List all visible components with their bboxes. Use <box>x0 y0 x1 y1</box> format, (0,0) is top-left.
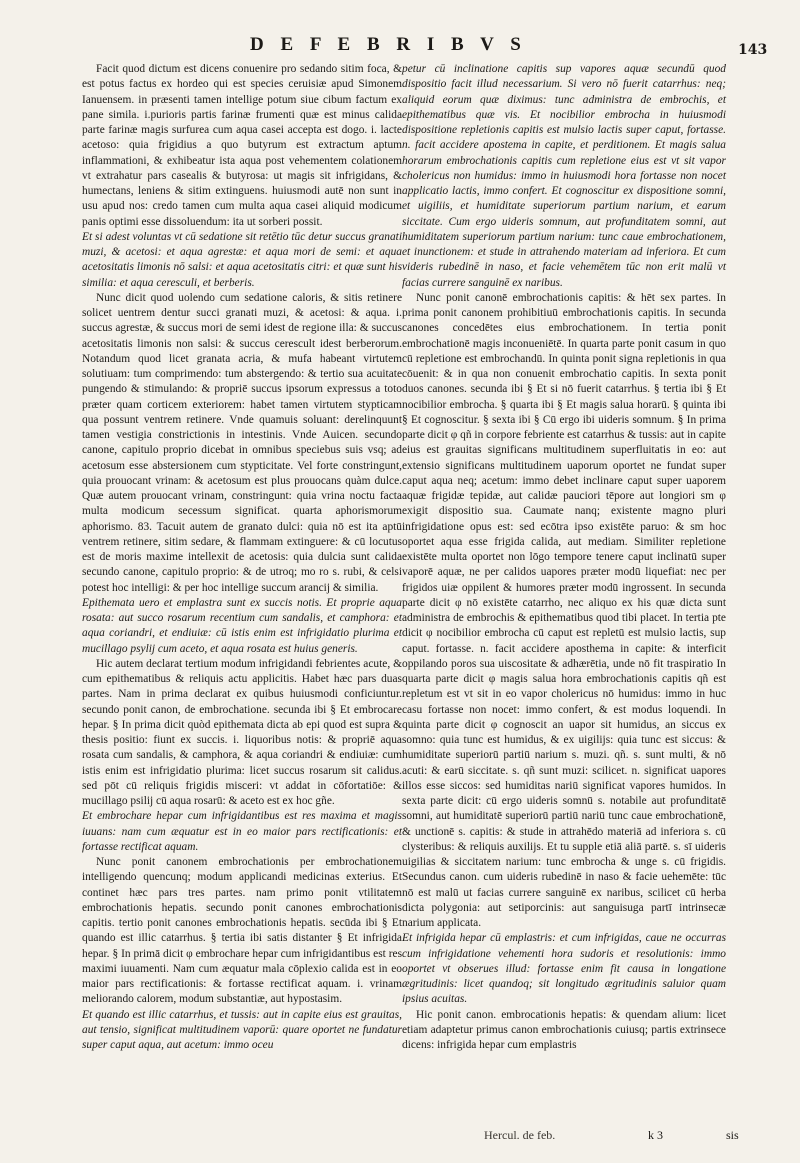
commentary-paragraph-1: Facit quod dictum est dicens conuenire pro sedando sitim foca, & est potus factus ex hordeo qui est species ceruisiæ apud Simonem Ianuensem. in præsenti tamen intellige potum siue cibum factum ex pane simila. i.purioris partis farinæ frumenti quæ est minus calida parte farinæ magis surfurea cum aqua casei accepta est dogo. i. lacte acetoso: quia frigidius a quo butyrum est extractum aptum inflammationi, & exhibeatur ista aqua post vehementem colationem vt extrahatur pars casealis & butyrosa: ut magis sit infrigidans, & humectans, leniens & sitim extinguens. huiusmodi autē non sunt in usu apud nos: credo tamen cum multa aqua casei aliquid modicum panis optimi esse dissoluendum: ita ut sorberi possit. <box>82 63 402 228</box>
commentary-paragraph-7: Nunc ponit canonem embrochationis per embrochationem intelligendo quencunq; modum applicandi medicinas exterius. Et continet hæc pars tres partes. nam primo ponit vtilitatem embrochationis hepatis. secundo ponit canones embrochationis capitis. tertio ponit canones embrochationis hepatis. secūda ibi § Et quando est illic catarrhus. § tertia ibi satis distanter § Et infrigida hepar. § In primā dicit φ embrochare hepar cum infrigidantibus est res maximi iuuamenti. Nam cum æquatur mala cōplexio calida est in eo maior pars rectificationis: & fortasse rectificat aquam. i. vrinam meliorando calorem, modum substantiæ, aut hypostasim. <box>82 856 402 1006</box>
text-passage-1: petur cū inclinatione capitis sup vapores aquæ secundū quod dispositio facit illud necessarium. Si vero nō fuerit catarrhus: neq; aliquid eorum quæ diximus: tunc administra de embrochis, et epithematibus quæ vis. Et nocibilior embrocha in huiusmodi dispositione repletionis capitis est mulsio lactis super caput, fortasse. n. facit accidere apostema in capite, et perditionem. Et magis salua horarum embrochationis capitis cum repletione eius est vt sit vapor cholericus non humidus: immo in huiusmodi hora fortasse non nocet applicatio lactis, immo confert. Et cognoscitur ex dispositione somni, et uigiliis, et humiditate superiorum partium narium, et earum siccitate. Cum ergo uideris somnum, aut profunditatem somni, aut humiditatem superiorum partium narium: tunc caue embrochationem, et inunctionem: et stude in attrahendo materiam ad inferiora. Et cum videris rubedinē in naso, et facie vehemētem tūc non erit malū vt facias currere sanguinē ex naribus. <box>402 63 726 289</box>
text-passage-3: Et infrigida hepar cū emplastris: et cum infrigidas, caue ne occurras cum infrigidatione vehementi hora sudoris et resolutionis: immo oportet vt obserues illud: fortasse enim fit causa in longatione ægritudinis: licet quandoq; sit longitudo ægritudinis saluior quam ipsius acuitas. <box>402 932 726 1006</box>
left-column <box>82 62 402 1053</box>
commentary-paragraph-3: Nunc dicit quod uolendo cum sedatione caloris, & sitis retinere solicet uentrem dentur succi granati muzi, & acetosi: & aqua. i. succus agrestæ, & succus mori de semi idest de regione illa: & succus acetositatis limonis non salsi: & succus cerescult idest berberorum. Notandum quod licet granata acria, & mufa habeant virtutem solutiuam: tum comprimendo: tum abstergendo: & tertio sua acuitate pungendo & stimulando: & propriē succus ipsorum expressus a toto præter quam corticem exteriorem: habet tamen virtutem stypticam qua possunt ventrem retinere. Vnde quamuis soluant: derelinquunt tamen vestigia constrictionis in intestinis. Vnde Auicen. secundo canone, capitulo proprio dicebat in omnibus speciebus suis vsq; ad acetosum esse abstersionem cum stypticitate. Vel forte constringunt, quia prouocant vrinam: & acetosum est plus prouocans quàm dulce. Quæ autem prouocant vrinam, constringunt: quia vrina noctu facta multa modicum secessum significat. quarta aphorismorum aphorismo. 83. Tacuit autem de granato dulci: quia nō est ita aptū ventrem retinere, sitim sedare, & flammam extinguere: & cū locutus est de moris maxime intellexit de acetosis: quia dulcia sunt calida secundo canone, capitulo proprio: & de utroq; mo ro s. rubi, & celsi potest hoc intelligi: & per hoc intellige succum arancij & similia. <box>82 291 402 594</box>
text-passage-6: Et embrochare hepar cum infrigidantibus est res maxima et magis iuuans: nam cum æquatur est in eo maior pars rectificationis: et fortasse rectificat aquam. <box>82 810 402 853</box>
catchword: sis <box>726 1128 739 1142</box>
right-column <box>402 62 726 1053</box>
running-footer-title: Hercul. de feb. <box>484 1128 556 1142</box>
text-passage-2: Et si adest voluntas vt cū sedatione sit retētio tūc detur succus granati muzi, & acetosi: et aqua agrestæ: et aqua mori de semi: et aqua acetositatis limonis nō salsi: et aqua acetositatis citri: et quæ sunt his similia: et aqua ceresculi, et berberis. <box>82 230 402 289</box>
commentary-paragraph-2: Nunc ponit canonē embrochationis capitis: & hēt sex partes. In prima ponit canonem prohibitiuū embrochationis capitis. In secunda canones concedētes eius embrochationem. In tertia ponit embrochationē magis inconueniētē. In quarta parte ponit casum in quo cū repletione est embrochandū. In quinta ponit signa repletionis in qua cōuenit: & in qua non conuenit embrochatio capitis. In sexta ponit duos canones. secunda ibi § Et si nō fuerit catarrhus. § tertia ibi § Et nocibilior embrocha. § quarta ibi § Et magis salua horarū. § quinta ibi § Et cognoscitur. § sexta ibi § Cū ergo ibi uideris somnum. § In prima parte dicit φ qñ in corpore febriente est catarrhus & tussis: aut in capite eius est grauitas significans multitudinem superfluitatis in eo: aut extensio significans multitudinem uaporum oportet ne fundat super caput aqua neq; acetum: immo debet inclinare caput super uaporem aquæ frigidæ tepidæ, aut calidæ pauciori tēpore aut longiori sm φ exigit dispositio sua. Caumate nanq; existente magno pluri infrigidatione opus est: sed ecōtra ipso existēte paruo: & sm hoc oportet aqua esse frigida calida, aut mediam. Similiter repletione existēte multa oportet non lōgo tempore tenere caput inclinatū super vaporē aquæ, ne per calidos uapores præter modū liquefiat: nec per frigidos uiæ oppilent & humores præter modū ingrossent. In secunda parte dicit φ nō existēte catarrho, nec aliquo ex his quæ dicta sunt administra de embrochis & epithematibus quod tibi placet. In tertia pte dicit φ nocibilior embrocha cū caput est repletū est mulsio lactis, sup caput. fortasse. n. facit accidere aposthema in capite: & interficit oppilando poros sua uiscositate & adhærētia, unde nō fit traspiratio In quarta parte dicit φ magis salua hora embrochationis capitis qñ est repletum est vt sit in eo vapor cholericus nō humidus: immo in huc casu fortasse non nocet: immo confert, & est modus loquendi. In quinta parte dicit φ cognoscit an uapor sit humidus, an siccus ex somno: quia tunc est humidus, & ex uigilijs: quia tunc est siccus: & humiditate superiorū partiū narium s. muzi. qñ. s. sunt multi, & nō acuti: & earū siccitate. s. qñ sunt muzi: scilicet. n. significat uapores illos esse siccos: sed humiditas nariū significat vapores humidos. In sexta parte dicit: cū ergo uideris somnū s. notabile aut profunditatē somni, aut humiditatē superiorū partiū nariū tunc caue embrochationē, & unctionē s. capitis: & stude in attrahēdo materiā ad inferiora s. cū clysteribus: & reliquis auxilijs. Et tu supple etiā aliā partē. s. sī uideris uigilias & siccitatem narium: tunc embrocha & unge s. cū frigidis. Secundus canon. cum uideris rubedinē in naso & facie uehemēte: tūc nō est malū ut facias currere sanguinē ex naribus, scilicet cū herba dicta polygonia: aut setiporcinis: aut sanguisuga partī intrinsecæ narium applicata. <box>402 291 726 929</box>
text-passage-8: Et quando est illic catarrhus, et tussis: aut in capite eius est grauitas, aut tensio, significat multitudinem vaporū: quare oportet ne fundatur super caput aqua, aut acetum: immo oceu <box>82 1008 402 1051</box>
text-passage-4: Epithemata uero et emplastra sunt ex succis notis. Et proprie aqua rosata: aut succo rosarum recentium cum sandalis, et camphora: et aqua coriandri, et endiuiæ: cū istis enim est infrigidatio plurima et mucillago psylij cum aceto, et aqua rosata est huius generis. <box>82 596 402 655</box>
commentary-paragraph-5: Hic autem declarat tertium modum infrigidandi febrientes acute, & cum epithematibus & reliquis actu applicitis. Habet hæc pars duas partes. Nam in prima declarat ex quibus huiusmodi conficiuntur. secundo ponit canon, de embrochatione. secunda ibi § Et embrocare hepar. § In prima dicit quòd epithemata dicta ab epi quod est supra & thesis positio: fiunt ex succis. i. liquoribus notis: & propriē aqua rosata cum sandalis, & camphora, & aqua coriandri & endiuiæ: cum istis enim est infrigidatio plurima: licet succus rosarum sit calidus. sed pōt cū reliquis frigidis misceri: vt addat in cōfortatiōe: & mucillago psilij cū aqua rosarū: & aceto est ex hoc gñe. <box>82 657 402 807</box>
signature-mark: k 3 <box>648 1128 663 1142</box>
page-header <box>0 34 800 64</box>
running-title: D E F E B R I B V S <box>250 34 527 55</box>
commentary-paragraph-4: Hic ponit canon. embrocationis hepatis: & quendam alium: licet etiam adaptetur primus canon embrochationis cuiusq; partis extrinsece dicens: infrigida hepar cum emplastris <box>402 1008 726 1051</box>
page-footer <box>0 1128 800 1150</box>
folio-number: 143 <box>738 42 768 58</box>
